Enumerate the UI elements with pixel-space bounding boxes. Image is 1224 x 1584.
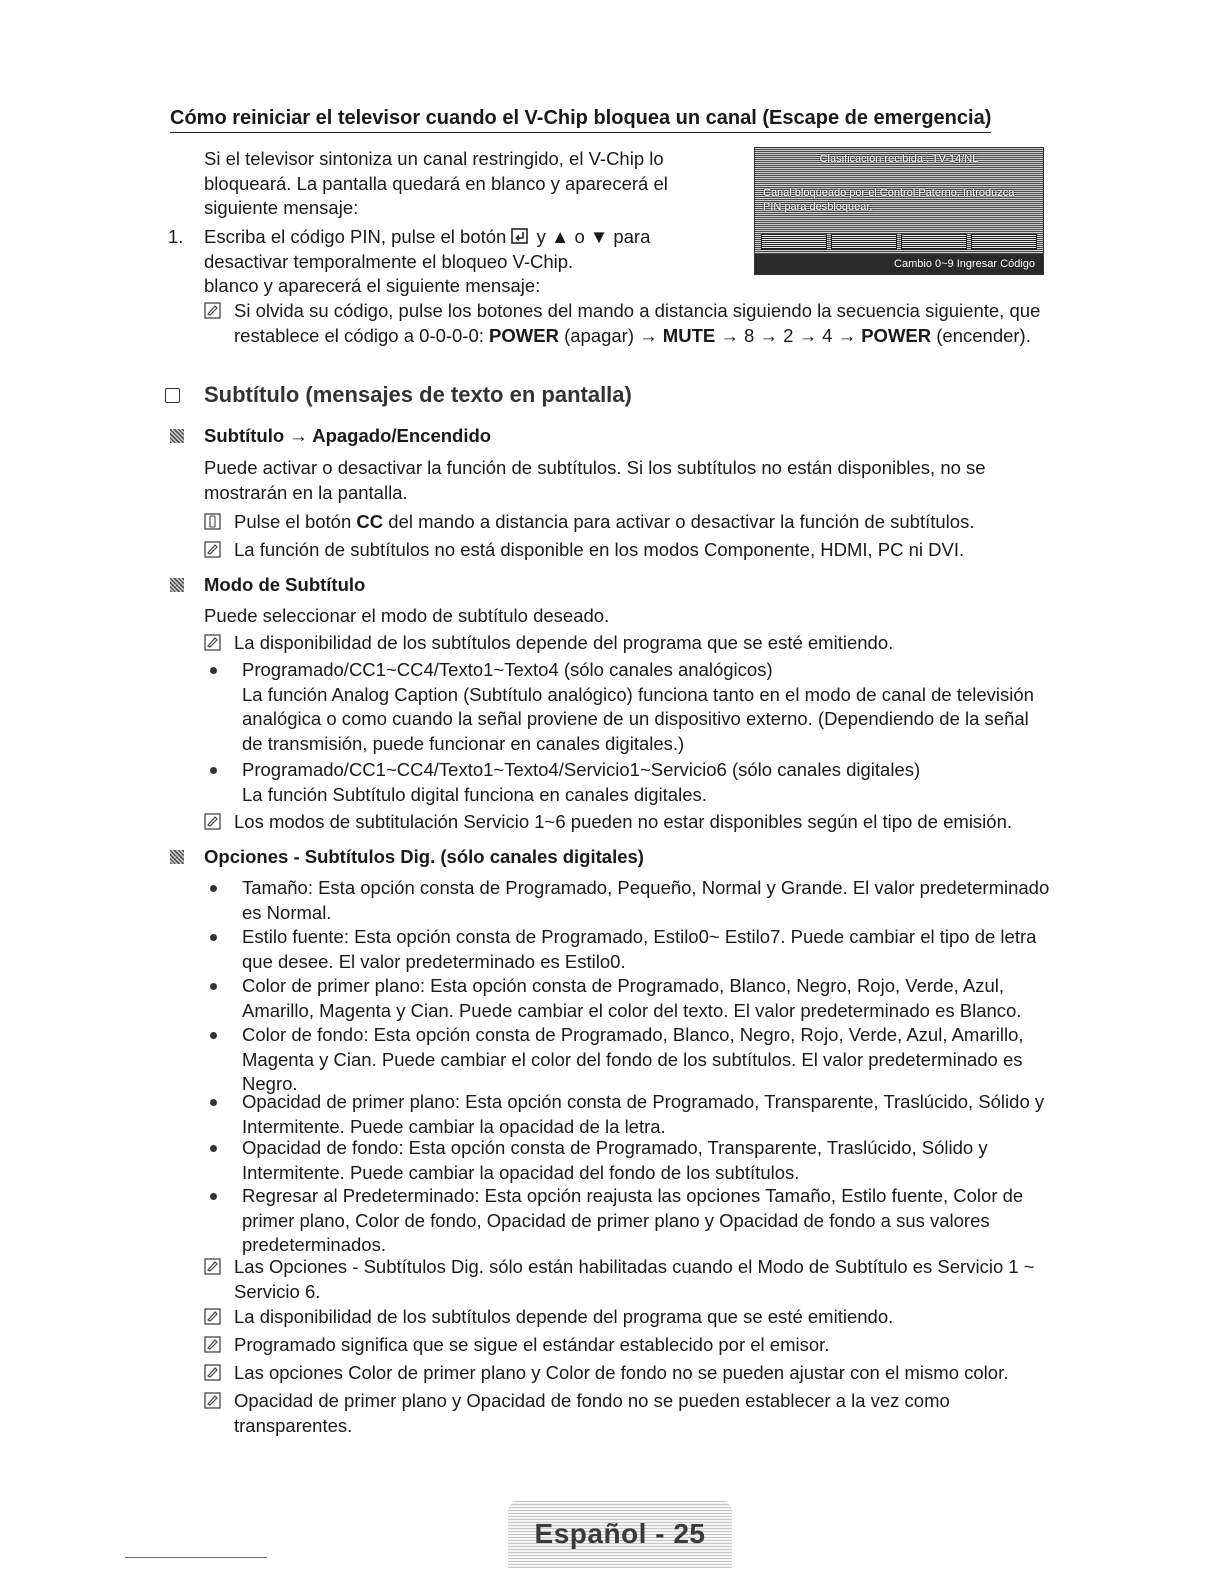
square-bullet-icon <box>170 578 184 592</box>
subheading-digital-options-text: Opciones - Subtítulos Dig. (sólo canales digitales) <box>204 846 644 867</box>
note-reset-text-2: (apagar) → <box>558 324 663 346</box>
note-reset-code <box>204 299 1054 348</box>
note-availability <box>204 631 1054 656</box>
note-not-available <box>204 538 1054 563</box>
note-reset-text-4: (encender). <box>931 324 1031 346</box>
step-1-continued: blanco y aparecerá el siguiente mensaje: <box>204 275 541 296</box>
mute-key: MUTE <box>662 324 716 346</box>
osd-message: Canal bloqueado por el Control Paterno. Introduzca PIN para desbloquear. <box>763 187 1015 213</box>
subheading-caption-toggle-text: Subtítulo → Apagado/Encendido <box>204 425 492 446</box>
final-note-text: La disponibilidad de los subtítulos depende del programa que se esté emitiendo. <box>234 1306 894 1327</box>
bullet-digital <box>210 758 1040 807</box>
note-icon <box>204 634 221 651</box>
note-icon <box>204 1392 221 1409</box>
checkbox-icon <box>165 388 180 403</box>
pin-digit-4 <box>971 234 1037 250</box>
pin-digit-2 <box>831 234 897 250</box>
heading-subtitulo <box>165 383 632 408</box>
page-footer <box>508 1500 732 1568</box>
power-key: POWER <box>489 324 559 346</box>
note-availability-text: La disponibilidad de los subtítulos depende del programa que se esté emitiendo. <box>234 632 894 653</box>
option-background-color-text: Color de fondo: Esta opción consta de Programado, Blanco, Negro, Rojo, Verde, Azul, Amarillo, Magenta y Cian. Puede cambiar el color del fondo de los subtítulos. El valor predeterminado es Negro. <box>242 1024 1024 1094</box>
pin-digit-1 <box>761 234 827 250</box>
bullet-dot <box>210 885 217 892</box>
final-note <box>204 1255 1054 1304</box>
bullet-analog <box>210 658 1040 756</box>
square-bullet-icon <box>170 429 184 443</box>
cc-key: CC <box>356 511 384 532</box>
bullet-dot <box>210 983 217 990</box>
final-note-text: Opacidad de primer plano y Opacidad de fondo no se pueden establecer a la vez como transparentes. <box>234 1390 950 1436</box>
option-foreground-color <box>210 974 1050 1023</box>
bullet-digital-head: Programado/CC1~CC4/Texto1~Texto4/Servicio1~Servicio6 (sólo canales digitales) <box>242 759 921 780</box>
note-service-modes <box>204 810 1054 835</box>
subheading-caption-mode <box>170 573 365 598</box>
final-note-text: Las Opciones - Subtítulos Dig. sólo están habilitadas cuando el Modo de Subtítulo es Servicio 1 ~ Servicio 6. <box>234 1256 1035 1302</box>
osd-hint: Cambio 0~9 Ingresar Código <box>894 258 1035 270</box>
bullet-dot <box>210 1193 217 1200</box>
step-1 <box>204 225 724 274</box>
mode-paragraph: Puede seleccionar el modo de subtítulo deseado. <box>204 605 610 626</box>
osd-pin-fields <box>761 234 1037 250</box>
note-reset-text-3: → 8 → 2 → 4 → <box>715 324 862 346</box>
option-foreground-color-text: Color de primer plano: Esta opción consta de Programado, Blanco, Negro, Rojo, Verde, Azul, Amarillo, Magenta y Cian. Puede cambiar el color del texto. El valor predeterminado es Blanco. <box>242 975 1022 1021</box>
pin-digit-3 <box>901 234 967 250</box>
option-foreground-opacity-text: Opacidad de primer plano: Esta opción consta de Programado, Transparente, Traslúcido, Sólido y Intermitente. Puede cambiar la opacidad de la letra. <box>242 1091 1045 1137</box>
option-foreground-opacity <box>210 1090 1050 1139</box>
final-note-text: Las opciones Color de primer plano y Color de fondo no se pueden ajustar con el mismo color. <box>234 1362 1009 1383</box>
option-reset-default-text: Regresar al Predeterminado: Esta opción reajusta las opciones Tamaño, Estilo fuente, Color de primer plano, Color de fondo, Opacidad de primer plano y Opacidad de fondo a sus valores predeterminados. <box>242 1185 1024 1255</box>
note-reset-text: Si olvida su código, pulse los botones del mando a distancia siguiendo la secuencia siguiente, que restablece el código a 0-0-0-0: <box>234 300 1041 346</box>
bullet-dot <box>210 1145 217 1152</box>
final-note <box>204 1361 1054 1386</box>
final-note <box>204 1333 1054 1358</box>
note-icon <box>204 1308 221 1325</box>
page-number: Español - 25 <box>534 1517 706 1549</box>
note-icon <box>204 1258 221 1275</box>
option-background-opacity-text: Opacidad de fondo: Esta opción consta de Programado, Transparente, Traslúcido, Sólido y Intermitente. Puede cambiar la opacidad del fondo de los subtítulos. <box>242 1137 988 1183</box>
option-size <box>210 876 1050 925</box>
subheading-caption-mode-text: Modo de Subtítulo <box>204 574 366 595</box>
note-service-modes-text: Los modos de subtitulación Servicio 1~6 pueden no estar disponibles según el tipo de emisión. <box>234 811 1013 832</box>
note-icon <box>204 1364 221 1381</box>
note-icon <box>204 813 221 830</box>
option-size-text: Tamaño: Esta opción consta de Programado, Pequeño, Normal y Grande. El valor predeterminado es Normal. <box>242 877 1050 923</box>
note-cc-text-2: del mando a distancia para activar o desactivar la función de subtítulos. <box>383 511 975 532</box>
final-note <box>204 1389 1004 1438</box>
bullet-analog-body: La función Analog Caption (Subtítulo analógico) funciona tanto en el modo de canal de televisión analógica o como cuando la señal proviene de un dispositivo externo. (Dependiendo de la señal de transmisión, puede funcionar en canales digitales.) <box>242 683 1034 754</box>
remote-icon <box>204 513 221 530</box>
note-cc-button <box>204 510 1054 535</box>
intro-paragraph: Si el televisor sintoniza un canal restringido, el V-Chip lo bloqueará. La pantalla quedará en blanco y aparecerá el siguiente mensaje: <box>204 148 668 218</box>
subheading-digital-options <box>170 845 644 870</box>
final-note-text: Programado significa que se sigue el estándar establecido por el emisor. <box>234 1334 830 1355</box>
bullet-analog-head: Programado/CC1~CC4/Texto1~Texto4 (sólo canales analógicos) <box>242 659 773 680</box>
footer-rule <box>125 1557 267 1558</box>
note-cc-text: Pulse el botón <box>234 511 357 532</box>
subheading-caption-toggle <box>170 424 491 449</box>
option-background-opacity <box>210 1136 1050 1185</box>
heading-subtitulo-text: Subtítulo (mensajes de texto en pantalla) <box>204 382 632 407</box>
note-icon <box>204 541 221 558</box>
option-font-style <box>210 925 1050 974</box>
bullet-dot <box>210 667 217 674</box>
note-not-available-text: La función de subtítulos no está disponible en los modos Componente, HDMI, PC ni DVI. <box>234 539 965 560</box>
osd-title: Clasificación recibida : TV-14/NL <box>819 153 979 165</box>
bullet-dot <box>210 767 217 774</box>
bullet-digital-body: La función Subtítulo digital funciona en canales digitales. <box>242 783 707 805</box>
enter-button-icon <box>511 228 531 245</box>
bullet-dot <box>210 1032 217 1039</box>
option-font-style-text: Estilo fuente: Esta opción consta de Programado, Estilo0~ Estilo7. Puede cambiar el tipo de letra que desee. El valor predeterminado es Estilo0. <box>242 926 1037 972</box>
bullet-dot <box>210 934 217 941</box>
bullet-dot <box>210 1099 217 1106</box>
square-bullet-icon <box>170 850 184 864</box>
step-1-text-b: y ▲ o ▼ para desactivar temporalmente el bloqueo V-Chip. <box>204 226 651 272</box>
option-reset-default <box>210 1184 1050 1258</box>
vchip-osd-screenshot <box>754 147 1044 275</box>
power-key-2: POWER <box>861 324 932 346</box>
step-number: 1. <box>168 226 184 247</box>
note-icon <box>204 302 221 319</box>
section-title: Cómo reiniciar el televisor cuando el V-Chip bloquea un canal (Escape de emergencia) <box>170 106 991 133</box>
caption-paragraph: Puede activar o desactivar la función de subtítulos. Si los subtítulos no están disponibles, no se mostrarán en la pantalla. <box>204 457 986 503</box>
step-1-text-a: Escriba el código PIN, pulse el botón <box>204 226 507 247</box>
final-note <box>204 1305 1054 1330</box>
option-background-color <box>210 1023 1050 1097</box>
note-icon <box>204 1336 221 1353</box>
